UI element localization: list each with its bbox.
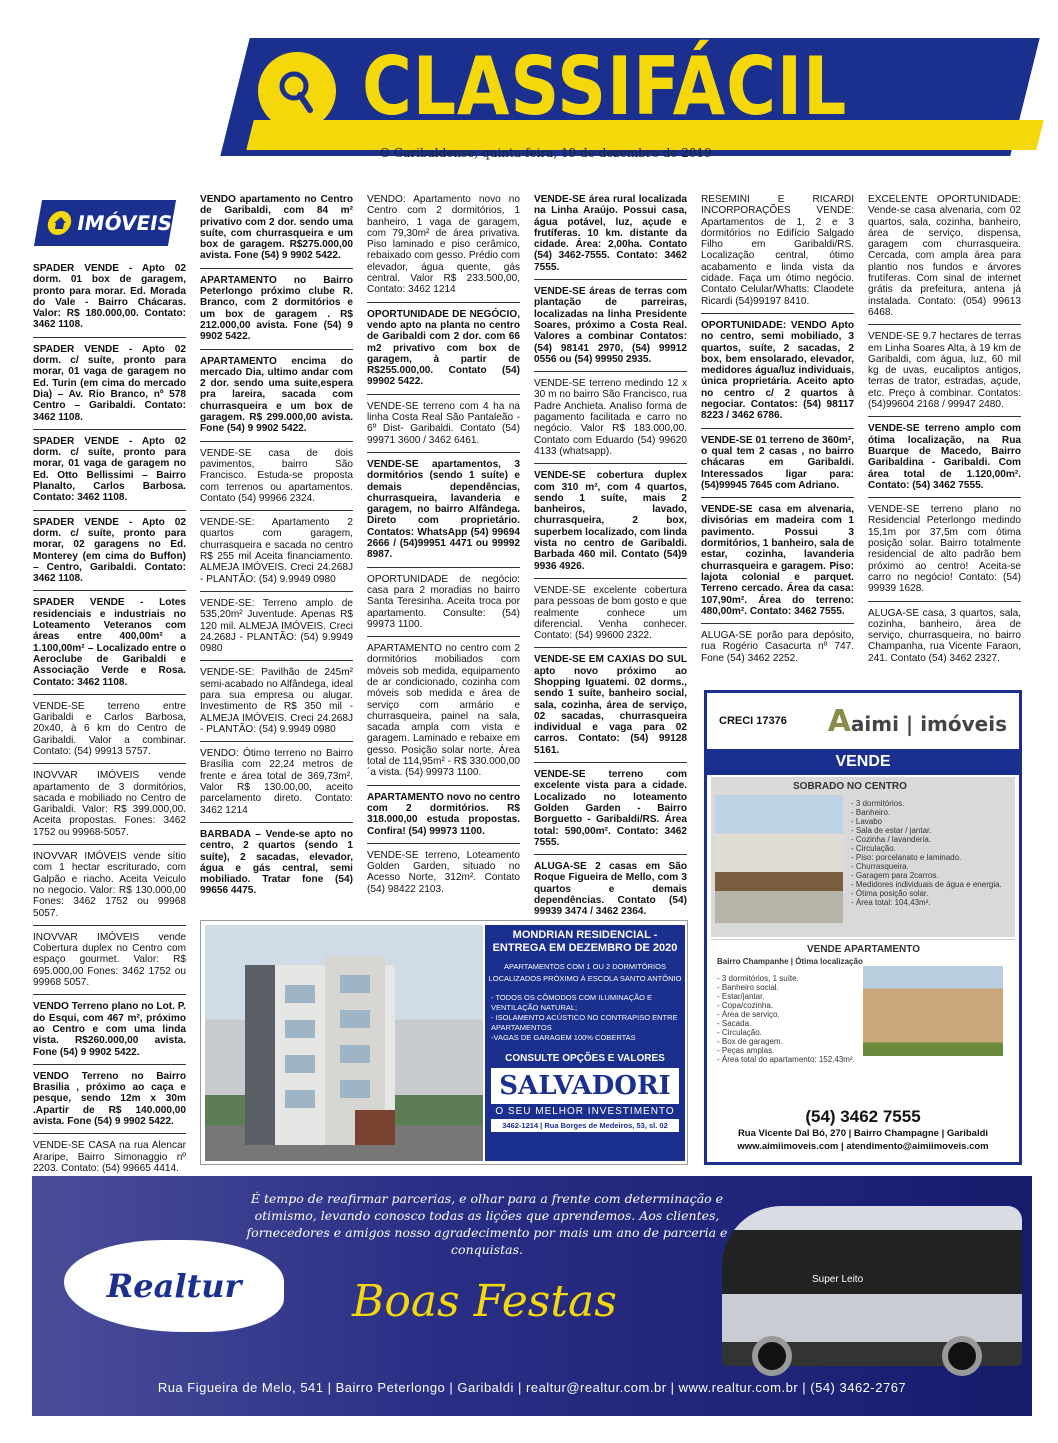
bus-wheel [752, 1336, 792, 1376]
bus-label: Super Leito [812, 1274, 864, 1285]
classified-ad: APARTAMENTO novo no centro com 2 dormitórios. R$ 318.000,00 estuda propostas. Confira! (54) 99973 1100. [367, 791, 520, 844]
salvadori-ad [200, 920, 688, 1165]
classified-ad: SPADER VENDE - Apto 02 dorm. c/ suíte, pronto para morar, 01 vaga de garagem no Ed. Otto Bellissimi – Bairro Planalto, Carlos Barbosa. Contato: 3462 1108. [33, 435, 186, 511]
boas-festas: Boas Festas [352, 1276, 617, 1327]
classified-ad: VENDO Terreno plano no Lot. P. do Esqui, com 467 m², próximo ao Centro e com uma linda vista. R$260.000,00 avista. Fone (54) 9 9902 5422. [33, 1000, 186, 1064]
classified-ad: APARTAMENTO no centro com 2 dormitórios mobiliados com móveis sob medida, equipamento de ar condicionado, cozinha com móveis sob medida e área de serviço com armário e churrasqueira, painel na sala, sacada ampla com vista e garagem. Laminado e rebaixe em gesso. Posição solar norte. Área total de 114,95m² - R$ 330.000,00 ´a vista. (54) 99973 1100. [367, 642, 520, 786]
classified-ad: VENDE-SE áreas de terras com plantação de parreiras, localizadas na linha Presidente Soares, próximo a Costa Real. Valores a combinar Contatos: (54) 98141 2970, (54) 99912 0556 ou (54) 99950 2935. [534, 285, 687, 372]
feature-item: - 3 dormitórios, 1 suíte. [717, 974, 799, 983]
salvadori-features [485, 985, 685, 1051]
house-icon [46, 211, 73, 235]
aimi-ad [704, 690, 1022, 1165]
classified-ad: SPADER VENDE - Apto 02 dorm. c/ suíte, pronto para morar, 01 vaga de garagem no Ed. Turin (em cima do mercado Dia) – Av. Rio Branco, nº 578 Centro – Garibaldi. Contato: 3462 1108. [33, 343, 186, 430]
feature-item: - Garagem para 2carros. [851, 871, 939, 880]
aimi-address: Rua Vicente Dal Bó, 270 | Bairro Champagne | Garibaldi [737, 1128, 989, 1139]
realtur-logo-text: Realtur [106, 1267, 242, 1305]
classified-ad: APARTAMENTO no Bairro Peterlongo próximo clube R. Branco, com 2 dormitórios e um box de garagem . R$ 212.000,00 avista. Fone (54) 9 9902 5422. [200, 274, 353, 350]
realtur-ad [32, 1176, 1032, 1416]
aimi-logo [828, 704, 1007, 739]
feature-item: - Estar/jantar. [717, 992, 765, 1001]
section-label: IMÓVEIS [75, 211, 175, 235]
feature-item: - Lavabo [851, 817, 883, 826]
aimi-sobrado [711, 777, 1015, 937]
classified-ad: OPORTUNIDADE DE NEGÓCIO, vendo apto na planta no centro de Garibaldi com 2 dor. com 66 m2 privativo com box de garagem, à partir de R$255.000,00. Contato (54) 99902 5422. [367, 308, 520, 395]
sobrado-features [851, 799, 1011, 907]
classified-ad: VENDE-SE: Terreno amplo de 535,20m² Juventude. Apenas R$ 120 mil. ALMEJA IMÓVEIS. Creci 24.268J - PLANTÃO: (54) 9.9949 0980 [200, 597, 353, 661]
classified-ad: VENDE-SE terreno amplo com ótima localização, na Rua Buarque de Macedo, Bairro Garibaldina - Garibaldi. Com área total de 1.120,00m². Contato: (54) 3462 7555. [868, 422, 1021, 498]
classified-ad: ALUGA-SE porão para depósito, rua Rogério Casacurta nº 747. Fone (54) 3462 2252. [701, 630, 854, 664]
ads-column [367, 193, 520, 906]
salvadori-line1: APARTAMENTOS COM 1 OU 2 DORMITÓRIOS [504, 962, 666, 971]
feature-item: - Área de serviço. [717, 1010, 780, 1019]
feature-item: - Banheiro. [851, 808, 891, 817]
feature-item: - Sala de estar / jantar. [851, 826, 932, 835]
classified-ad: SPADER VENDE - Apto 02 dorm. 01 box de garagem, pronto para morar. Ed. Morada do Vale - Bairro Chácaras. Valor: R$ 180.000,00. Contato: 3462 1108. [33, 262, 186, 338]
salvadori-info [485, 925, 685, 1161]
feature-item: - Peças amplas. [717, 1046, 775, 1055]
classified-ad: VENDE-SE 9.7 hectares de terras em Linha Soares Alta, à 19 km de Garibaldi, com água, luz, 60 mil kg de uvas, eucaliptos antigos, terras de trator, estradas, açude, etc. Preço à combinar. Contatos: (54)99604 2168 / 99947 2480. [868, 330, 1021, 417]
feature-item: - Cozinha / lavanderia. [851, 835, 932, 844]
ads-column [534, 193, 687, 929]
feature-item: - Ótima posição solar. [851, 889, 929, 898]
feature-item: - 3 dormitórios. [851, 799, 905, 808]
classified-ad: VENDO: Apartamento novo no Centro com 2 dormitórios, 1 banheiro, 1 vaga de garagem, com 79,30m² de área privativa. Piso laminado e piso cerâmico, rebaixado com gesso. Prédio com elevador, água quente, gás central. Valor R$ 233.500,00, Contato: 3462 1214 [367, 193, 520, 303]
feature-item: - Churrasqueira. [851, 862, 909, 871]
classified-ad: VENDE-SE terreno, Loteamento Golden Garden, situado no Acesso Norte, 312m². Contato (54) 98422 2103. [367, 849, 520, 895]
classified-ad: VENDE-SE casa em alvenaria, divisórias em madeira com 1 pavimento. Possui 3 dormitórios, 1 banheiro, sala de estar, cozinha, lavanderia churrasqueira e garagem. Piso: lajota colonial e parquet. Terreno cercado. Área da casa: 107,90m². Área do terreno: 480,00m². Contato: 3462 7555. [701, 503, 854, 624]
ads-column [868, 193, 1021, 675]
aimi-creci: CRECI 17376 [719, 715, 787, 727]
feature-item: - Copa/cozinha. [717, 1001, 774, 1010]
ads-column [33, 262, 186, 1185]
aimi-logo-mark: A [827, 703, 851, 739]
classified-ad: VENDE-SE cobertura duplex com 310 m², com 4 quartos, sendo 1 suíte, mais 2 banheiros, lavado, churrasqueira, 2 box, superbem localizado, com linda vista no centro de Garibaldi. Barbada 460 mil. Contato (54)9 9936 4926. [534, 469, 687, 579]
sobrado-photo [715, 795, 843, 923]
feature-item: - Piso: porcelanato e laminado. [851, 853, 962, 862]
classified-ad: VENDE-SE terreno com excelente vista para a cidade. Localizado no loteamento Golden Garden - Bairro Borguetto - Garibaldi/RS. Área total: 590,00m². Contato: 3462 7555. [534, 768, 687, 855]
classified-ad: RESEMINI E RICARDI INCORPORAÇÕES VENDE: Apartamentos de 1, 2 e 3 dormitórios no Edifício Salgado Filho em Garibaldi/RS. Localização central, ótimo acabamento e linda vista da cidade. Faça um ótimo negócio. Contato Celular/Whatts: Claodete Ricardi (54)99197 8410. [701, 193, 854, 314]
bus-image [722, 1206, 1022, 1366]
sobrado-title: SOBRADO NO CENTRO [793, 781, 907, 792]
classified-ad: INOVVAR IMÓVEIS vende Cobertura duplex no Centro com espaço gourmet. Valor: R$ 695.000,00 Fones: 3462 1752 ou 99968 5057. [33, 931, 186, 995]
feature-item: - Banheiro social. [717, 983, 779, 992]
aimi-phone: (54) 3462 7555 [805, 1107, 921, 1126]
apto-title: VENDE APARTAMENTO [807, 944, 920, 955]
building-photo [205, 925, 483, 1161]
salvadori-line2: LOCALIZADOS PRÓXIMO À ESCOLA SANTO ANTÔNIO [488, 974, 682, 983]
realtur-logo [64, 1240, 284, 1332]
classified-ad: VENDE-SE EM CAXIAS DO SUL apto novo próximo ao Shopping Iguatemi. 02 dorms., sendo 1 suíte, banheiro social, sala, cozinha, área de serviço, 02 sacadas, churrasqueira individual e vaga para 02 carros. Contato: (54) 99128 5161. [534, 653, 687, 763]
feature-item: - Área total do apartamento: 152,43m². [717, 1055, 855, 1064]
feature-item: -VAGAS DE GARAGEM 100% COBERTAS [491, 1033, 636, 1042]
classified-ad: APARTAMENTO encima do mercado Dia, ultimo andar com 2 dor. sendo uma suite,espera pra lareira, sacada com churrasqueira e um box de garagem. R$ 299.000,00 avista. Fone (54) 9 9902 5422. [200, 355, 353, 442]
apto-features [717, 974, 867, 1064]
salvadori-cta: CONSULTE OPÇÕES E VALORES [505, 1053, 665, 1064]
feature-item: - Sacada. [717, 1019, 752, 1028]
classified-ad: EXCELENTE OPORTUNIDADE: Vende-se casa alvenaria, com 02 quartos, sala, cozinha, banheiro, área de serviço, dispensa, garagem com churrasqueira. Cercada, com ampla área para plantio nos fundos e árvores frutíferas. Com sinal de internet grátis da prefeitura, antena já instalada. Contato: (054) 99613 6468. [868, 193, 1021, 325]
realtur-footer: Rua Figueira de Melo, 541 | Bairro Peterlongo | Garibaldi | realtur@realtur.com.br | www.realtur.com.br | (54) 3462-2767 [157, 1380, 907, 1395]
salvadori-headline: MONDRIAN RESIDENCIAL - ENTREGA EM DEZEMBRO DE 2020 [492, 929, 678, 954]
classified-ad: VENDE-SE terreno entre Garibaldi e Carlos Barbosa, 20x40, à 6 km do Centro de Garibaldi. Valor a combinar. Contato: (54) 99913 5757. [33, 700, 186, 764]
classified-ad: BARBADA – Vende-se apto no centro, 2 quartos (sendo 1 suíte), 2 sacadas, elevador, água e gás central, semi mobiliado. Tratar fone (54) 99656 4475. [200, 828, 353, 897]
classified-ad: VENDE-SE terreno plano no Residencial Peterlongo medindo 15,1m por 37,5m com ótima posição solar. Bairro totalmente residencial de alto padrão bem próximo ao centro! Aceita-se carro no negócio! Contato: (54) 99939 1628. [868, 503, 1021, 601]
ads-column [200, 193, 353, 908]
aimi-logo-text: aimi | imóveis [850, 711, 1007, 736]
classified-ad: OPORTUNIDADE: VENDO Apto no centro, semi mobiliado, 3 quartos, suíte, 2 sacadas, 2 box, bem ensolarado, elevador, medidores água/luz individuais, única proprietária. Aceito apto no centro c/ 2 quartos à negociar. Contatos: (54) 98117 8223 / 3462 6786. [701, 319, 854, 429]
aimi-web: www.aimiimoveis.com | atendimento@aimiimoveis.com [737, 1141, 989, 1152]
apto-sub: Bairro Champanhe | Ótima localização [717, 957, 863, 966]
classified-ad: VENDO apartamento no Centro de Garibaldi, com 84 m² privativo com 2 dor. sendo uma suíte, com churrasqueira e um box de garagem. R$275.000,00 avista. Fone (54) 9 9902 5422. [200, 193, 353, 269]
classified-ad: VENDE-SE 01 terreno de 360m², o qual tem 2 casas , no bairro chácaras em Garibaldi. Interessados ligar para: (54)99945 7645 com Adriano. [701, 434, 854, 498]
classified-ad: VENDE-SE: Pavilhão de 245m² semi-acabado no Alfândega, ideal para sua empresa ou alugar. Investimento de R$ 350 mil - ALMEJA IMÓVEIS. Creci 24.268J - PLANTÃO: (54) 9.9949 0980 [200, 666, 353, 742]
feature-item: - Circulação. [851, 844, 896, 853]
magnifier-icon [258, 52, 336, 130]
classified-ad: VENDE-SE casa de dois pavimentos, bairro São Francisco. Estuda-se proposta com terrenos ou apartamentos. Contato (54) 99966 2324. [200, 447, 353, 511]
feature-item: - TODOS OS CÔMODOS COM ILUMINAÇÃO E VENTILAÇÃO NATURAL; [491, 993, 652, 1012]
feature-item: - Medidores individuais de água e energia. [851, 880, 1002, 889]
page-title: CLASSIFÁCIL [362, 40, 848, 133]
feature-item: - Área total: 104,43m². [851, 898, 931, 907]
dateline: O Garibaldense, quinta-feira, 19 de dezembro de 2019 [380, 146, 712, 160]
bus-wheel [942, 1336, 982, 1376]
feature-item: - ISOLAMENTO ACÚSTICO NO CONTRAPISO ENTRE APARTAMENTOS [491, 1013, 678, 1032]
classified-ad: VENDO Terreno no Bairro Brasilia , próximo ao caça e pesque, sendo 12m x 30m .Apartir de R$ 140.000,00 avista. Fone (54) 9 9902 5422. [33, 1070, 186, 1134]
classified-ad: VENDE-SE terreno medindo 12 x 30 m no bairro São Francisco, rua Padre Anchieta. Analiso forma de pagamento facilitada e carro no negócio. Valor R$ 183.000,00. Contato com Eduardo (54) 99620 4133 (whatsapp). [534, 377, 687, 464]
ads-column [701, 193, 854, 675]
realtur-message: É tempo de reafirmar parcerias, e olhar para a frente com determinação e otimismo, levando conosco todas as lições que aprendemos. Aos clientes, fornecedores e amigos nosso agradecimento por mais um ano de parceria e conquistas. [246, 1191, 728, 1257]
classified-ad: INOVVAR IMÓVEIS vende sítio com 1 hectar escriturado, com Galpão e riacho. Aceita Veiculo no negocio. Valor: R$ 130.000,00 Fones: 3462 1752 ou 99968 5057. [33, 850, 186, 926]
classified-ad: VENDO: Ótimo terreno no Bairro Brasília com 22,24 metros de frente e área total de 369,73m². Valor R$ 130.00,00, aceito parcelamento direto. Contato: 3462 1214 [200, 747, 353, 823]
aimi-apto [711, 939, 1015, 1099]
classified-ad: SPADER VENDE - Apto 02 dorm. c/ suíte, pronto para morar, 02 garagens no Ed. Monterey (em cima do Buffon) – Centro, Garibaldi. Contato: 3462 1108. [33, 516, 186, 592]
classified-ad: VENDE-SE CASA na rua Alencar Araripe, Bairro Simonaggio nº 2203. Contato: (54) 99665 4414. [33, 1140, 186, 1174]
classified-ad: VENDE-SE área rural localizada na Linha Araújo. Possui casa, água potável, luz, açude e frutíferas. 10 km. distante da cidade. Área: 2,00ha. Contato (54) 3462-7555. Contato: 3462 7555. [534, 193, 687, 280]
classified-ad: OPORTUNIDADE de negócio: casa para 2 moradias no bairro Santa Teresinha. Aceita troca por apartamento. Consulte: (54) 99973 1100. [367, 573, 520, 637]
classified-ad: VENDE-SE apartamentos, 3 dormitórios (sendo 1 suíte) e demais dependências, churrasqueira, lavanderia e garagem, no bairro Alfândega. Direto com proprietário. Contatos: WhatsApp (54) 99694 2666 / (54)99951 4471 ou 99992 8987. [367, 458, 520, 568]
classified-ad: ALUGA-SE 2 casas em São Roque Figueira de Mello, com 3 quartos e demais dependências. Contato (54) 99939 3474 / 3462 2364. [534, 861, 687, 918]
classified-ad: ALUGA-SE casa, 3 quartos, sala, cozinha, banheiro, área de serviço, churrasqueira, no bairro Champanha, rua Vicente Faraon, 241. Contato (54) 3462 2327. [868, 607, 1021, 664]
feature-item: - Circulação. [717, 1028, 762, 1037]
salvadori-contact: 3462-1214 | Rua Borges de Medeiros, 53, sl. 02 [491, 1119, 679, 1132]
salvadori-brand: SALVADORI [491, 1068, 679, 1104]
apto-photo [863, 966, 1003, 1056]
section-header [34, 200, 176, 246]
salvadori-tagline: O SEU MELHOR INVESTIMENTO [495, 1106, 675, 1117]
classified-ad: INOVVAR IMÓVEIS vende apartamento de 3 dormitórios, sacada e mobiliado no Centro de Garibaldi. Valor: R$ 399.000,00. Aceita propostas. Fones: 3462 1752 ou 99968-5057. [33, 769, 186, 845]
classified-ad: VENDE-SE: Apartamento 2 quartos com garagem, churrasqueira e sacada no centro R$ 255 mil Aceita financiamento. ALMEJA IMÓVEIS. Creci 24.268J - PLANTÃO: (54) 9.9949 0980 [200, 516, 353, 592]
classified-ad: VENDE-SE terreno com 4 ha na linha Costa Real São Pantaleão - 6º Dist- Garibaldi. Contato (54) 99971 3600 / 3462 6461. [367, 400, 520, 453]
classified-ad: VENDE-SE excelente cobertura para pessoas de bom gosto e que realmente conhece um diferencial. Venha conhecer. Contato: (54) 99600 2322. [534, 584, 687, 648]
aimi-header [707, 693, 1019, 749]
classified-ad: SPADER VENDE - Lotes residenciais e industriais no Loteamento Veteranos com áreas entre 400,00m² a 1.100,00m² – Localizado entre o Aeroclube de Garibaldi e Associação Verde e Rosa. Contato: 3462 1108. [33, 596, 186, 694]
feature-item: - Box de garagem. [717, 1037, 783, 1046]
aimi-vende: VENDE [707, 749, 1019, 775]
